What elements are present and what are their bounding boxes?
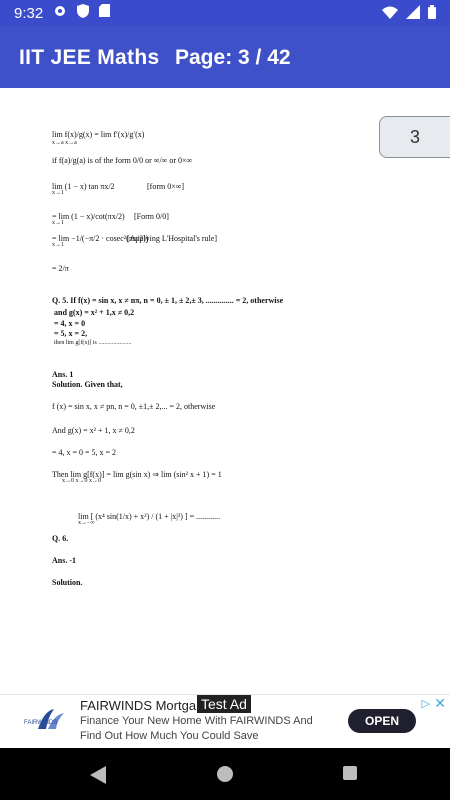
status-time: 9:32 — [14, 4, 44, 22]
battery-icon — [428, 5, 436, 24]
doc-line: Q. 5. If f(x) = sin x, x ≠ nπ, n = 0, ± 1, ± 2,± 3, .............. = 2, otherwise — [52, 296, 284, 305]
doc-line: Ans. -1 — [52, 556, 77, 565]
recents-icon[interactable] — [343, 766, 357, 780]
ad-logo-text: FAIRWINDS — [24, 720, 58, 726]
doc-line: x→1 — [52, 220, 64, 226]
doc-line: then lim g[f(x)] is ...................... — [54, 340, 132, 346]
doc-line: Then lim g[f(x)] = lim g(sin x) ⇒ lim (sin² x + 1) = 1 — [52, 470, 222, 479]
doc-line: and g(x) = x² + 1,x ≠ 0,2 — [54, 308, 135, 317]
doc-line: = lim (1 − x)/cot(πx/2) — [52, 212, 125, 221]
page-indicator: Page: 3 / 42 — [175, 46, 291, 69]
page-number-badge[interactable]: 3 — [379, 116, 450, 158]
doc-line: x→a x→a — [52, 140, 77, 146]
home-icon[interactable] — [217, 766, 233, 782]
shield-icon — [77, 4, 89, 23]
app-bar — [0, 26, 450, 88]
doc-line: lim [ (x⁴ sin(1/x) + x²) / (1 + |x|³) ] = ............ — [78, 512, 221, 521]
doc-line: x→1 — [52, 190, 64, 196]
doc-line: Solution. Given that, — [52, 380, 123, 389]
ad-choices-icon[interactable]: ▷ — [421, 698, 430, 710]
ad-title[interactable]: FAIRWINDS Mortga — [80, 698, 197, 713]
doc-line: = 2/π — [52, 264, 69, 273]
doc-line: = 4, x = 0 = 5, x = 2 — [52, 448, 117, 457]
ad-banner[interactable] — [0, 694, 450, 749]
app-title: IIT JEE Maths — [19, 46, 160, 69]
pdf-page-view[interactable] — [0, 88, 450, 694]
doc-line: = 5, x = 2, — [54, 329, 88, 338]
doc-line: if f(a)/g(a) is of the form 0/0 or ∞/∞ or 0×∞ — [52, 156, 193, 165]
doc-line: x→0 x→0 x→0 — [62, 478, 101, 484]
ad-description[interactable]: Finance Your New Home With FAIRWINDS And Find Out How Much You Could Save — [80, 715, 313, 742]
wifi-icon — [382, 6, 398, 24]
ad-close-button[interactable]: ✕ — [434, 695, 446, 711]
status-bar — [0, 0, 450, 26]
doc-line: lim f(x)/g(x) = lim f′(x)/g′(x) — [52, 130, 145, 139]
back-icon[interactable] — [90, 766, 106, 789]
doc-line: f (x) = sin x, x ≠ pn, n = 0, ±1,± 2,... = 2, otherwise — [52, 402, 216, 411]
ad-open-button[interactable]: OPEN — [348, 709, 416, 733]
navigation-bar — [0, 748, 450, 800]
cell-signal-icon — [406, 5, 420, 24]
sd-card-icon — [99, 4, 110, 22]
settings-gear-icon — [53, 4, 67, 23]
doc-line: x→−∞ — [78, 520, 95, 526]
test-ad-label: Test Ad — [197, 695, 251, 713]
doc-line: Solution. — [52, 578, 83, 587]
doc-line: x→1 — [52, 242, 64, 248]
doc-line: Ans. 1 — [52, 370, 74, 379]
doc-line: = 4, x = 0 — [54, 319, 86, 328]
doc-line: [Applying L'Hospital's rule] — [127, 234, 217, 243]
doc-line: And g(x) = x² + 1, x ≠ 0,2 — [52, 426, 135, 435]
doc-line: [form 0×∞] — [147, 182, 185, 191]
doc-line: lim (1 − x) tan πx/2 — [52, 182, 115, 191]
doc-line: Q. 6. — [52, 534, 69, 543]
doc-line: = lim −1/(−π/2 · cosec²(πx/2)) — [52, 234, 149, 243]
doc-line: [Form 0/0] — [134, 212, 169, 221]
